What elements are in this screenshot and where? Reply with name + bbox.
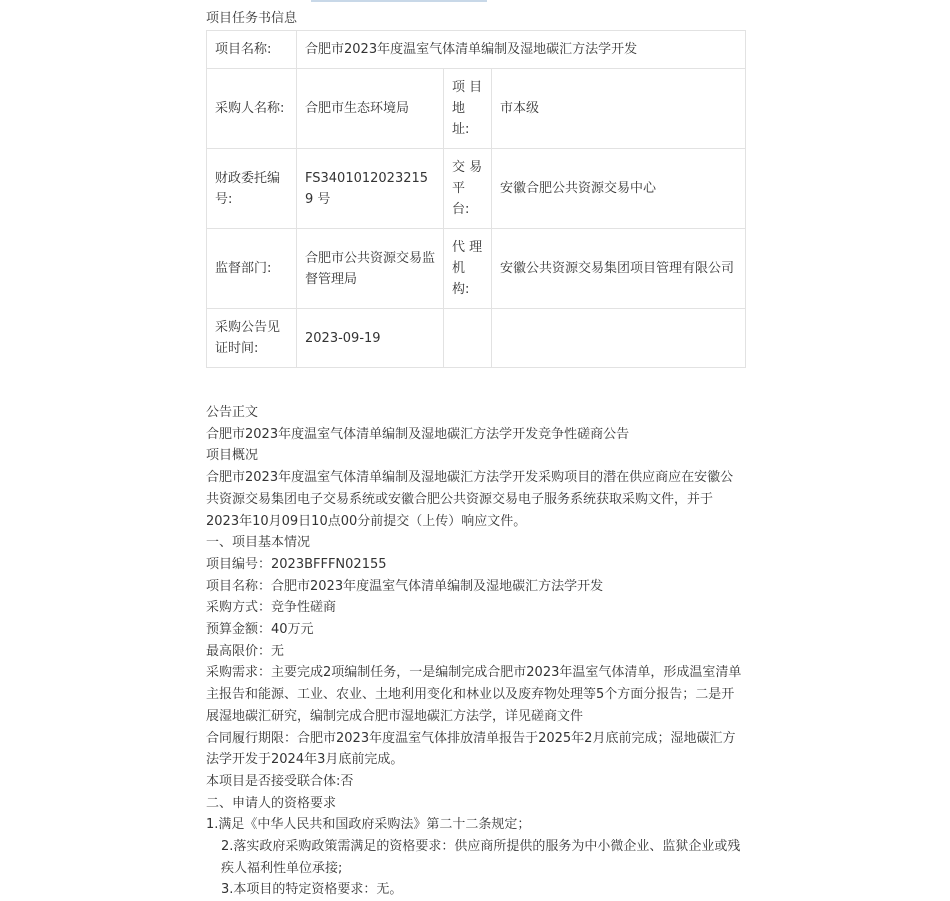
agency-value: 安徽公共资源交易集团项目管理有限公司 bbox=[492, 229, 746, 309]
announcement-title: 合肥市2023年度温室气体清单编制及湿地碳汇方法学开发竞争性磋商公告 bbox=[206, 426, 630, 442]
announcement-heading: 公告正文 bbox=[206, 405, 259, 420]
basic-info-heading: 一、项目基本情况 bbox=[206, 535, 311, 551]
supervisor-value: 合肥市公共资源交易监督管理局 bbox=[297, 229, 444, 309]
table-row bbox=[207, 229, 746, 309]
platform-label: 交 易 平 台: bbox=[444, 149, 492, 229]
procurement-requirement: 采购需求：主要完成2项编制任务，一是编制完成合肥市2023年温室气体清单，形成温室清单主报告和能源、工业、农业、土地利用变化和林业以及废弃物处理等5个方面分报告；二是开展湿地碳汇研究，编制完成合肥市湿地碳汇方法学，详见磋商文件 bbox=[206, 665, 742, 724]
project-name-label: 项目名称: bbox=[207, 31, 297, 69]
project-name-value: 合肥市2023年度温室气体清单编制及湿地碳汇方法学开发 bbox=[297, 31, 746, 69]
supervisor-label: 监督部门: bbox=[207, 229, 297, 309]
witness-time-label: 采购公告见证时间: bbox=[207, 309, 297, 368]
section-label: 项目任务书信息 bbox=[206, 11, 298, 26]
procurement-method: 采购方式：竞争性磋商 bbox=[206, 600, 337, 616]
finance-value: FS34010120232159 号 bbox=[297, 149, 444, 229]
qualification-item-2: 2.落实政府采购政策需满足的资格要求：供应商所提供的服务为中小微企业、监狱企业或残疾人福利性单位承接; bbox=[221, 839, 741, 876]
qualification-heading: 二、申请人的资格要求 bbox=[206, 795, 337, 811]
document-content bbox=[206, 9, 746, 901]
overview-text: 合肥市2023年度温室气体清单编制及湿地碳汇方法学开发采购项目的潜在供应商应在安徽公共资源交易集团电子交易系统或安徽合肥公共资源交易电子服务系统获取采购文件，并于2023年10月09日10点00分前提交（上传）响应文件。 bbox=[206, 470, 734, 529]
project-number: 项目编号：2023BFFFN02155 bbox=[206, 556, 387, 572]
agency-label: 代 理 机 构: bbox=[444, 229, 492, 309]
consortium-accepted: 本项目是否接受联合体:否 bbox=[206, 773, 354, 789]
budget-amount: 预算金额：40万元 bbox=[206, 622, 314, 638]
empty-cell bbox=[492, 309, 746, 368]
finance-label: 财政委托编号: bbox=[207, 149, 297, 229]
witness-time-value: 2023-09-19 bbox=[297, 309, 444, 368]
address-value: 市本级 bbox=[492, 69, 746, 149]
purchaser-value: 合肥市生态环境局 bbox=[297, 69, 444, 149]
table-row bbox=[207, 309, 746, 368]
table-row bbox=[207, 149, 746, 229]
platform-value: 安徽合肥公共资源交易中心 bbox=[492, 149, 746, 229]
qualification-item-1: 1.满足《中华人民共和国政府采购法》第二十二条规定； bbox=[206, 817, 531, 833]
overview-heading: 项目概况 bbox=[206, 448, 259, 464]
top-divider-line bbox=[311, 0, 487, 2]
project-name: 项目名称：合肥市2023年度温室气体清单编制及湿地碳汇方法学开发 bbox=[206, 578, 604, 594]
table-row bbox=[207, 31, 746, 69]
max-price: 最高限价：无 bbox=[206, 643, 285, 659]
qualification-item-3: 3.本项目的特定资格要求：无。 bbox=[221, 882, 403, 898]
address-label: 项 目 地 址: bbox=[444, 69, 492, 149]
purchaser-label: 采购人名称: bbox=[207, 69, 297, 149]
contract-period: 合同履行期限：合肥市2023年度温室气体排放清单报告于2025年2月底前完成；湿地碳汇方法学开发于2024年3月底前完成。 bbox=[206, 730, 736, 768]
empty-cell bbox=[444, 309, 492, 368]
project-info-table bbox=[206, 30, 746, 368]
table-row bbox=[207, 69, 746, 149]
announcement-body bbox=[206, 402, 746, 901]
